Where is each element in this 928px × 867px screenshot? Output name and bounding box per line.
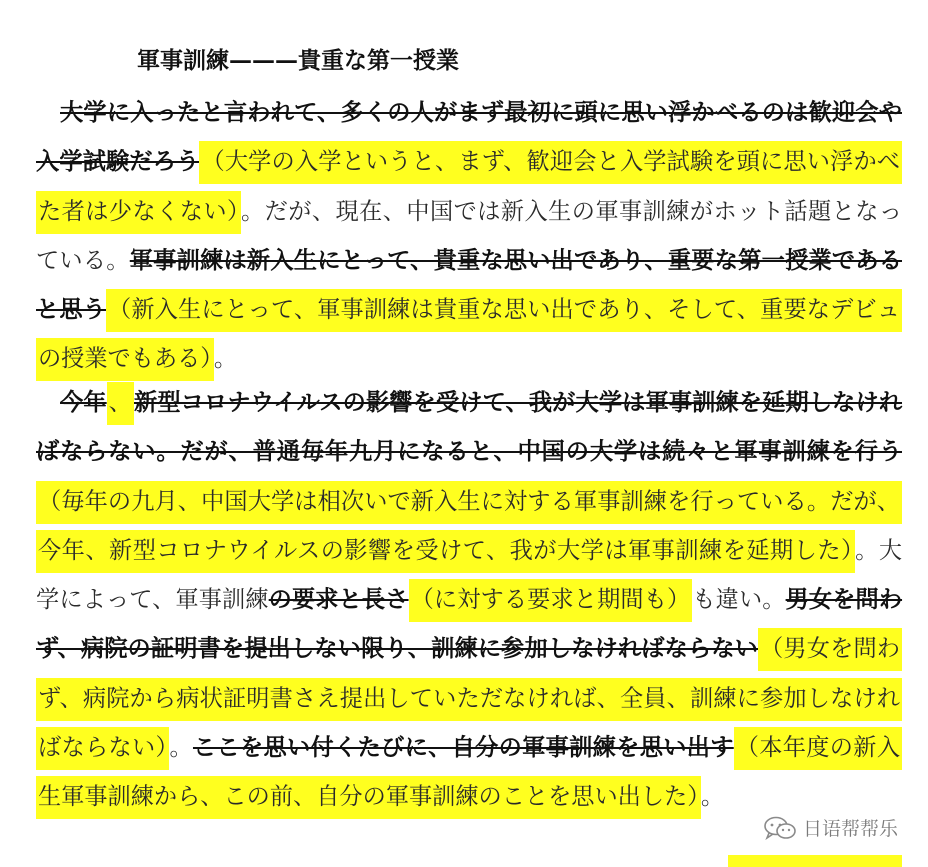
next-line-highlight-fragment [728,855,902,867]
struck-original-text: 男女を問わず、病院の証明書を提出しない限り、訓練に参加しなければならない [36,586,903,663]
plain-text: 。 [700,783,725,811]
watermark [759,812,902,843]
plain-text: 。だが、現在、中国では新入生の軍事訓練がホット話題となっている。 [36,197,903,274]
highlighted-correction: （本年度の新入生軍事訓練から、この前、自分の軍事訓練のことを思い出した） [36,727,902,819]
highlighted-correction: （大学の入学というと、まず、歓迎会と入学試験を頭に思い浮かべた者は少なくない） [36,141,902,233]
highlighted-correction: （男女を問わず、病院から病状証明書さえ提出していただなければ、全員、訓練に参加しなければならない） [36,628,902,770]
paragraph-1 [36,88,902,384]
paragraph-2 [36,378,902,822]
highlighted-correction: 、 [107,382,134,425]
struck-original-text: 新型コロナウイルスの影響を受けて、我が大学は軍事訓練を延期しなければならない。だが、普通毎年九月になると、中国の大学は続々と軍事訓練を行う [36,389,903,466]
wechat-icon [763,816,797,840]
plain-text: も違い。 [692,586,786,614]
plain-text: 。大学によって、軍事訓練 [36,536,903,614]
article-title: 軍事訓練———貴重な第一授業 [137,47,459,74]
plain-text: 。 [169,734,193,762]
plain-text: 。 [213,345,238,373]
struck-original-text: 大学に入ったと言われて、多くの人がまず最初に頭に思い浮かべるのは歓迎会や入学試験だろう [36,99,902,176]
struck-original-text: の要求と長さ [268,586,409,614]
highlighted-correction: （に対する要求と期間も） [409,579,693,622]
highlighted-correction: （毎年の九月、中国大学は相次いで新入生に対する軍事訓練を行っている。だが、今年、新型コロナウイルスの影響を受けて、我が大学は軍事訓練を延期した） [36,481,902,573]
struck-original-text: ここを思い付くたびに、自分の軍事訓練を思い出す [192,734,734,762]
struck-original-text: 軍事訓練は新入生にとって、貴重な思い出であり、重要な第一授業であると思う [36,246,902,324]
highlighted-correction: （新入生にとって、軍事訓練は貴重な思い出であり、そして、重要なデビュの授業でもある） [36,289,902,381]
struck-original-text: 今年 [60,389,107,416]
watermark-text: 日语帮帮乐 [802,818,898,840]
